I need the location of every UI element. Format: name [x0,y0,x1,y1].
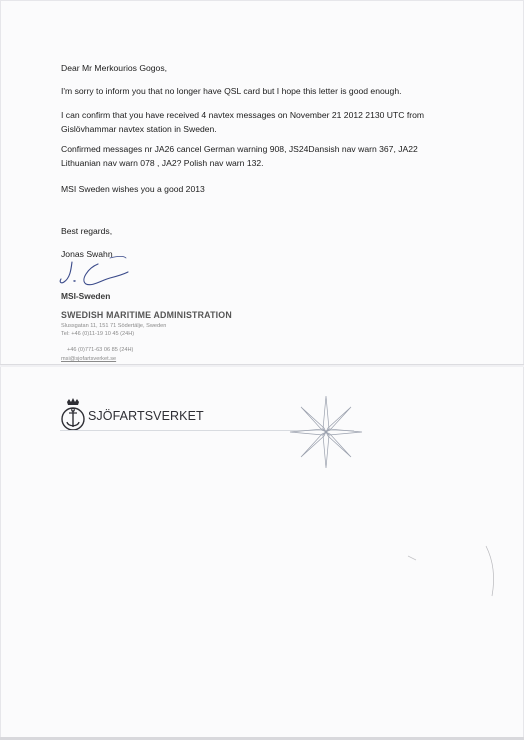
telephone-alt: +46 (0)771-63 06 85 (24H) [67,347,134,353]
telephone: Tel: +46 (0)11-19 10 45 (24H) [61,331,135,337]
crown-anchor-icon [60,397,86,431]
logo-wordmark: SJÖFARTSVERKET [88,409,204,423]
closing: Best regards, [61,226,113,236]
pencil-mark [404,540,504,610]
paragraph-greeting: MSI Sweden wishes you a good 2013 [61,184,205,194]
salutation: Dear Mr Merkourios Gogos, [61,63,168,73]
paragraph-confirmation [61,108,461,136]
address: Slussgatan 11, 151 71 Södertälje, Sweden [61,323,167,329]
compass-star-icon [288,394,364,470]
paragraph-qsl: I'm sorry to inform you that no longer have QSL card but I hope this letter is good enough. [61,86,402,96]
paragraph-messages-line1: Confirmed messages nr JA26 cancel German warning 908, JS24Dansish nav warn 367, JA22 [61,144,418,154]
paragraph-messages-line2: Lithuanian nav warn 078 , JA2? Polish nav warn 132. [61,158,264,168]
sjofartsverket-logo [60,397,260,431]
handwritten-signature [58,254,136,290]
email-link[interactable]: msi@sjofartsverket.se [61,356,117,362]
paragraph-confirmation-line1: I can confirm that you have received 4 navtex messages on November 21 2012 2130 UTC from [61,110,425,120]
signer-name: Jonas Swahn [61,249,113,259]
paragraph-messages [61,142,461,170]
department-name: MSI-Sweden [61,291,111,301]
paragraph-confirmation-line2: Gislövhammar navtex station in Sweden. [61,124,217,134]
paper-fold-shadow [0,365,524,367]
organization-name: SWEDISH MARITIME ADMINISTRATION [61,310,232,320]
